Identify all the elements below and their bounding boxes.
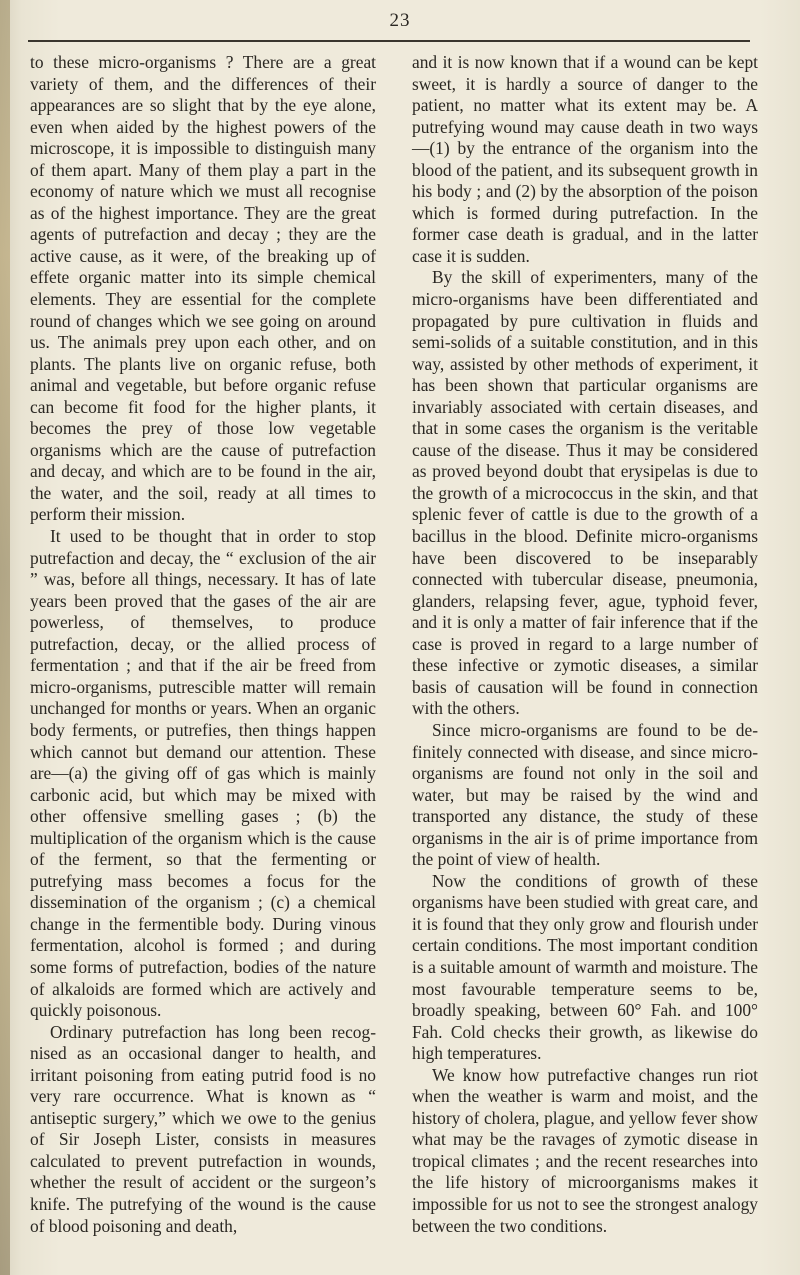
paragraph: Since micro-organisms are found to be definitely connected with disease, and since micro-organisms are found not only in the soil and water, but may be raised by the wind and transported any distance, the study of these organisms in the air is of prime importance from the point of view of health.: [412, 719, 758, 870]
header-rule: [28, 40, 750, 42]
paragraph: to these micro-organisms ? There are a great variety of them, and the differences of their appearances are so slight that by the eye alone, even when aided by the highest powers of the microscope, it is impossible to distinguish many of them apart. Many of them play a part in the economy of nature which we must all recognise as of the highest importance. They are the great agents of putrefaction and decay ; they are the active cause, as it were, of the breaking up of effete organic matter into its simple chemical elements. They are essential for the complete round of changes which we see going on around us. The animals prey upon each other, and on plants. The plants live on organic refuse, both animal and vegetable, but before organic refuse can become fit food for the higher plants, it becomes the prey of those low vegetable organisms which are the cause of putrefaction and decay, and which are to be found in the air, the water, and the soil, ready at all times to perform their mission.: [30, 52, 376, 525]
page-binding-edge: [0, 0, 10, 1275]
paragraph: and it is now known that if a wound can be kept sweet, it is hardly a source of danger to the patient, no matter what its extent may be. A putrefying wound may cause death in two ways—(1) by the entrance of the organism into the blood of the patient, and its subsequent growth in his body ; and (2) by the absorption of the poison which is formed during putrefaction. In the former case death is gradual, and in the latter case it is sudden.: [412, 52, 758, 266]
paragraph: It used to be thought that in order to stop putrefaction and decay, the “ exclusion of the air ” was, before all things, necessary. It has of late years been proved that the gases of the air are powerless, of themselves, to produce putrefaction, decay, or the allied process of fermentation ; and that if the air be freed from micro-organisms, putrescible matter will remain unchanged for months or years. When an organic body ferments, or putrefies, then things happen which cannot but demand our attention. These are—(a) the giving off of gas which is mainly carbonic acid, but which may be mixed with other offensive smelling gases ; (b) the multiplication of the organism which is the cause of the ferment, so that the fermenting or putrefying mass becomes a focus for the dissemination of the organism ; (c) a chemical change in the fermentible body. During vinous fermentation, alcohol is formed ; and during some forms of putrefaction, bodies of the nature of alkaloids are formed which are actively and quickly poisonous.: [30, 526, 376, 1021]
paragraph: By the skill of experimenters, many of the micro-organisms have been differentiated and propagated by pure cultivation in fluids and semi-solids of a suitable constitution, and in this way, assisted by other methods of experiment, it has been shown that particular organisms are invariably associated with certain diseases, and that in some cases the organism is the veritable cause of the disease. Thus it may be considered as proved beyond doubt that erysipelas is due to the growth of a micrococcus in the skin, and that splenic fever of cattle is due to the growth of a bacillus in the blood. Definite micro-organisms have been discovered to be inseparably connected with tubercular disease, pneumonia, glanders, relapsing fever, ague, typhoid fever, and it is only a matter of fair inference that if the case is proved in regard to a large number of these infective or zymotic diseases, a similar basis of causation will be found in connection with the others.: [412, 267, 758, 719]
right-column: [412, 52, 758, 1237]
paragraph: We know how putrefactive changes run riot when the weather is warm and moist, and the history of cholera, plague, and yellow fever show what may be the ravages of zymotic disease in tropical climates ; and the recent researches into the life history of microorganisms makes it impossible for us not to see the strongest analogy between the two conditions.: [412, 1064, 758, 1236]
paragraph: Ordinary putrefaction has long been recognised as an occasional danger to health, and irritant poisoning from eating putrid food is no very rare occurrence. What is known as “ antiseptic surgery,” which we owe to the genius of Sir Joseph Lister, consists in measures calculated to prevent putrefaction in wounds, whether the result of accident or the surgeon’s knife. The putrefying of the wound is the cause of blood poisoning and death,: [30, 1021, 376, 1236]
paragraph: Now the conditions of growth of these organisms have been studied with great care, and it is found that they only grow and flourish under certain conditions. The most important condition is a suitable amount of warmth and moisture. The most favourable temperature seems to be, broadly speaking, between 60° Fah. and 100° Fah. Cold checks their growth, as likewise do high temperatures.: [412, 870, 758, 1064]
left-column: [30, 52, 376, 1237]
page-number: 23: [389, 10, 411, 31]
